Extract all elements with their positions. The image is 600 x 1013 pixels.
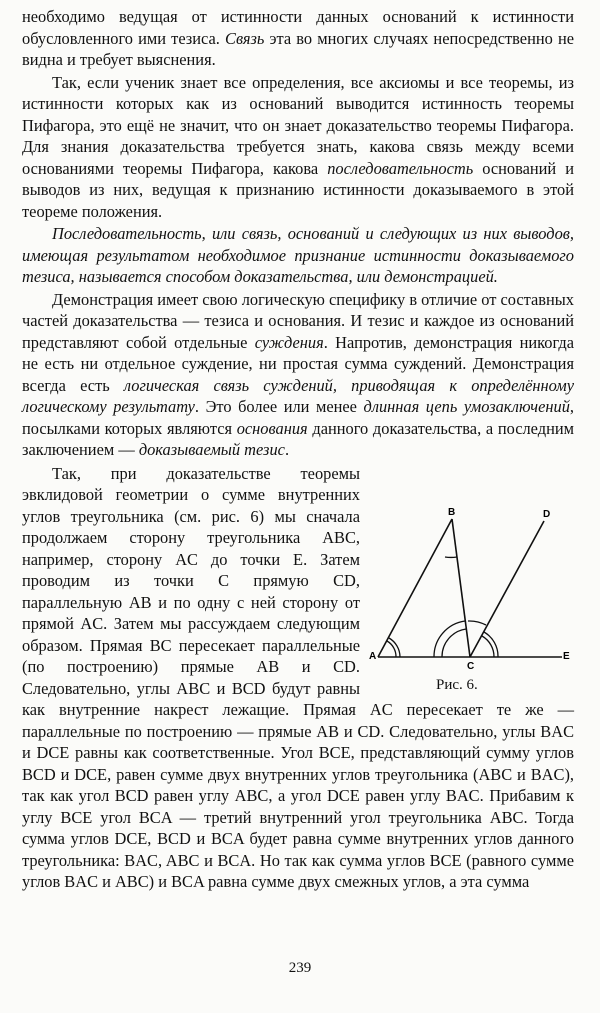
paragraph-1 <box>22 6 574 71</box>
triangle-diagram <box>370 507 574 677</box>
paragraph-3-definition: Последовательность, или связь, оснований и следующих из них выводов, имеющая результатом необходимое признание истинности доказываемого тезиса, называется способом доказательства, или демонстрацией. <box>22 224 574 286</box>
paragraph-4-text-e: данного доказательства, а последним заключением — <box>22 418 574 459</box>
paragraph-2-text-b: оснований и выводов из них, ведущая к признанию истинности доказываемого в этой теореме положения. <box>22 158 574 221</box>
paragraph-5-text: Так, при доказательстве теоремы эвклидовой геометрии о сумме внутренних углов треугольника (см. рис. 6) мы сначала продолжаем сторону треугольника ABC, например, сторону AC до точки E. Затем проводим из точки C прямую CD, параллельную AB и по одну с ней сторону от прямой AC. Затем мы рассуждаем следующим образом. Прямая BC пересекает параллельные (по построению) прямые AB и CD. Следовательно, углы ABC и BCD будут равны как внутренние накрест лежащие. Прямая AC пересекает те же — параллельные по построению — прямые AB и CD. Следовательно, углы BAC и DCE равны как соответственные. Угол BCE, представляющий сумму углов BCD и DCE, равен сумме двух внутренних углов треугольника (ABC и BAC), так как угол BCD равен углу ABC, а угол DCE равен углу BAC. Прибавим к углу BCE угол BCA — третий внутренний угол треугольника ABC. Тогда сумма углов DCE, BCD и BCA будет равна сумме внутренних углов данного треугольника: BAC, ABC и BCA. Но так как сумма углов BCE (равного сумме углов BAC и ABC) и BCA равна сумме двух смежных углов, а эта сумма <box>22 463 574 891</box>
paragraph-4 <box>22 289 574 461</box>
paragraph-2-text-a: Так, если ученик знает все определения, все аксиомы и все теоремы, из истинности которых как из оснований выводится истинность теоремы Пифагора, это ещё не значит, что он знает доказательство теоремы Пифагора. Для знания доказательства требуется знать, какова связь между всеми основаниями теоремы Пифагора, какова <box>22 72 574 178</box>
paragraph-1-end: эта во многих случаях непосредственно не видна и требует выяснения. <box>22 28 574 69</box>
paragraph-4-text-f: . <box>284 440 290 459</box>
figure-6 <box>370 507 574 693</box>
page-number: 239 <box>288 960 312 976</box>
label-c: C <box>467 660 475 672</box>
paragraph-4-italic-5: доказываемый тезис <box>138 440 285 459</box>
paragraph-2-italic: последовательность <box>327 158 474 178</box>
label-d: D <box>543 508 551 520</box>
paragraph-1-italic: Связь <box>225 28 265 48</box>
paragraph-5 <box>22 463 574 893</box>
paragraph-4-italic-2: логическая связь суждений, приводящая к определённому логическому результату <box>22 375 574 416</box>
paragraph-4-text-b: . Напротив, демонстрация никогда не есть ни отдельное суждение, ни простая сумма суждений. Демонстрация всегда есть <box>22 332 574 395</box>
paragraph-4-text-c: . Это более или менее <box>194 397 364 416</box>
paragraph-4-italic-4: основания <box>236 418 308 438</box>
label-e: E <box>563 650 570 662</box>
paragraph-4-text-d: , посылками которых являются <box>22 397 575 438</box>
paragraph-2 <box>22 72 574 223</box>
label-a: A <box>369 650 377 662</box>
paragraph-1-text: необходимо ведущая от истинности данных оснований к истинности обусловленного ими тезиса. <box>22 7 574 48</box>
page-text <box>22 6 574 893</box>
figure-caption: Рис. 6. <box>436 676 478 693</box>
paragraph-4-text-a: Демонстрация имеет свою логическую специфику в отличие от составных частей доказательства — тезиса и основания. И тезис и каждое из оснований представляют собой отдельные <box>22 289 574 352</box>
paragraph-4-italic-1: суждения <box>254 332 324 352</box>
label-b: B <box>448 506 456 518</box>
paragraph-4-italic-3: длинная цепь умозаключений <box>363 397 570 416</box>
